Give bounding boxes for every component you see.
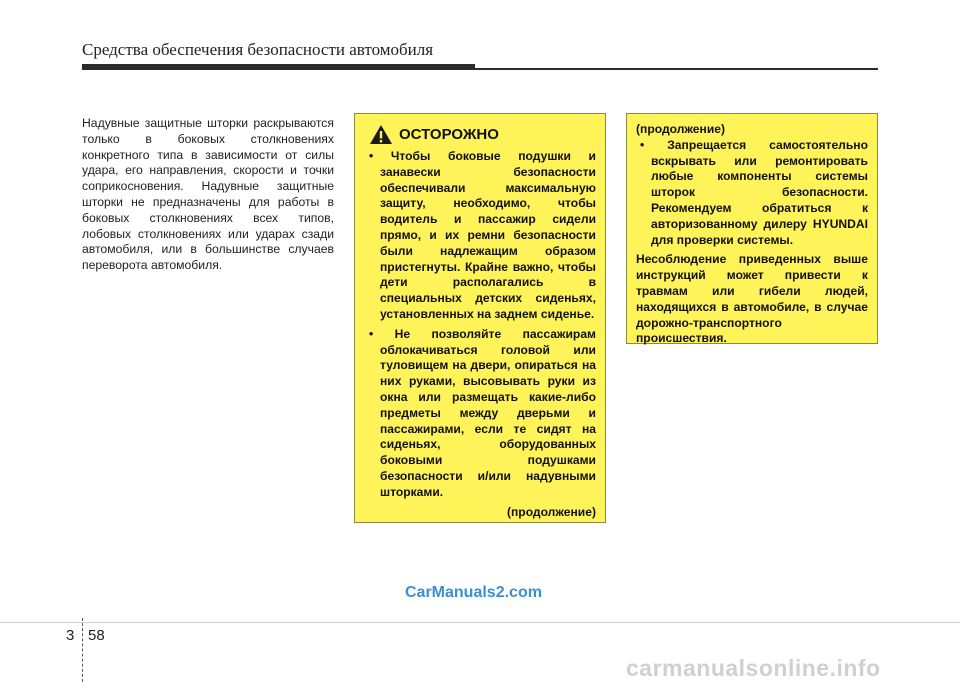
section-title: Средства обеспечения безопасности автомобиля — [82, 40, 434, 59]
warning-box — [354, 113, 606, 523]
continued-label: (продолжение) — [636, 122, 726, 136]
warning-continued: (продолжение) — [506, 504, 596, 519]
footer-divider — [82, 618, 84, 682]
warning-bullet: • Чтобы боковые подушки и занавески безопасности обеспечивали максимальную защиту, необходимо, чтобы водитель и пассажир сидели прямо, и их ремни безопасности были надлежащим образом пристегнуты. Крайне важно, чтобы дети располагались в специальных детских сиденьях, установленных на заднем сиденье. — [369, 149, 596, 321]
header-rule-thin — [475, 68, 878, 70]
header-rule — [82, 64, 475, 70]
page-number: 58 — [88, 627, 105, 644]
warning-bullet: • Не позволяйте пассажирам облокачиваться головой или туловищем на двери, опираться на них руками, высовывать руки из окна или размещать какие-либо предметы между дверьми и пассажирами, если те сидят на сиденьях, оборудованных боковыми подушками безопасности и/или надувными шторками. — [369, 326, 596, 499]
warning-title: ОСТОРОЖНО — [399, 126, 499, 143]
note-paragraph: Несоблюдение приведенных выше инструкций может привести к травмам или гибели людей, находящихся в автомобиле, в случае дорожно-транспортного происшествия. — [636, 252, 868, 346]
body-paragraph: Надувные защитные шторки раскрываются только в боковых столкновениях конкретного типа в зависимости от силы удара, его направления, скорости и точки соприкосновения. Надувные защитные шторки не предназначены для работы в боковых столкновениях всех типов, лобовых столкновениях или ударах сзади автомобиля, или в большинстве случаев переворота автомобиля. — [82, 116, 334, 273]
warning-bullet-text: Чтобы боковые подушки и занавески безопасности обеспечивали максимальную защиту, необходимо, чтобы водитель и пассажир сидели прямо, и их ремни безопасности были надлежащим образом пристегнуты. Крайне важно, чтобы дети располагались в специальных детских сиденьях, установленных на заднем сиденье. — [380, 149, 596, 321]
warning-header — [365, 124, 596, 145]
note-bullet-text: Запрещается самостоятельно вскрывать или ремонтировать любые компоненты системы шторок безопасности. Рекомендуем обратиться к авторизованному дилеру HYUNDAI для проверки системы. — [651, 137, 868, 247]
continued-warning-box — [626, 113, 878, 344]
note-bullet: • Запрещается самостоятельно вскрывать или ремонтировать любые компоненты системы шторок безопасности. Рекомендуем обратиться к авторизованному дилеру HYUNDAI для проверки системы. — [640, 137, 868, 247]
footer-rule — [0, 622, 960, 623]
chapter-number: 3 — [66, 627, 75, 644]
warning-triangle-icon — [369, 124, 393, 145]
watermark-carmanuals: CarManuals2.com — [405, 584, 542, 601]
watermark-online: carmanualsonline.info — [626, 655, 881, 681]
warning-bullet-text: Не позволяйте пассажирам облокачиваться головой или туловищем на двери, опираться на них руками, высовывать руки из окна или размещать какие-либо предметы между дверьми и пассажирами, если те сидят на сиденьях, оборудованных боковыми подушками безопасности и/или надувными шторками. — [380, 326, 596, 499]
